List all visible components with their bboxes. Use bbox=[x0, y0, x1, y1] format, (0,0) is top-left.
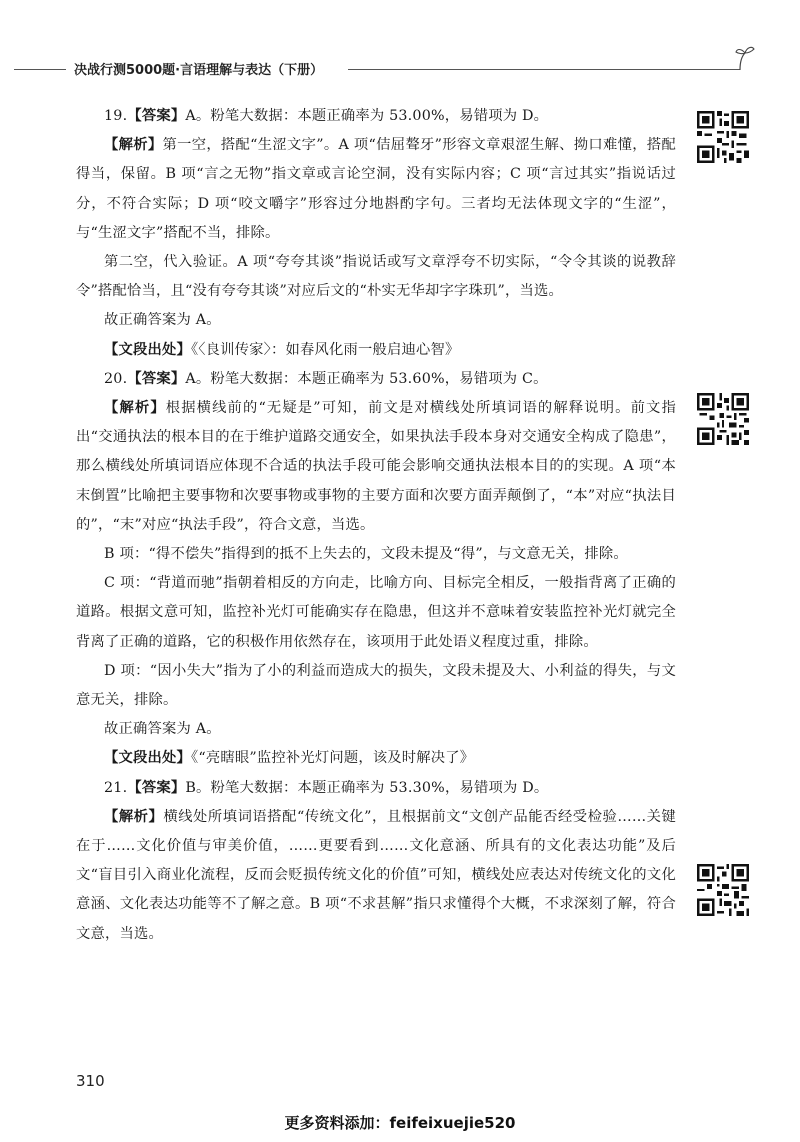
page-number: 310 bbox=[76, 1072, 105, 1090]
q19-analysis-p2: 第二空，代入验证。A 项“夸夸其谈”指说话或写文章浮夸不切实际，“令令其谈的说教辞令”搭配恰当，且“没有夸夸其谈”对应后文的“朴实无华却字字珠玑”，当选。 bbox=[76, 254, 676, 300]
q20-analysis-p2: B 项：“得不偿失”指得到的抵不上失去的，文段未提及“得”，与文意无关，排除。 bbox=[104, 546, 628, 563]
qr-code-icon[interactable] bbox=[697, 864, 749, 916]
sprout-icon bbox=[734, 44, 756, 72]
q19-analysis-p1: 【解析】第一空，搭配“生涩文字”。A 项“佶屈聱牙”形容文章艰涩生解、拗口难懂，搭配得当，保留。B 项“言之无物”指文章或言论空洞，没有实际内容；C 项“言过其实”指说话过分，不符合实际；D 项“咬文嚼字”形容过分地斟酌字句。三者均无法体现文字的“生涩”，与“生涩文字”搭配不当，排除。 bbox=[76, 137, 676, 241]
q20-source: 【文段出处】《“亮瞎眼”监控补光灯问题，该及时解决了》 bbox=[104, 750, 475, 767]
book-title: 决战行测5000题·言语理解与表达（下册） bbox=[74, 63, 324, 78]
q20-analysis-p3: C 项：“背道而驰”指朝着相反的方向走，比喻方向、目标完全相反，一般指背离了正确的道路。根据文意可知，监控补光灯可能确实存在隐患，但这并不意味着安装监控补光灯就完全背离了正确的道路，它的积极作用依然存在，该项用于此处语义程度过重，排除。 bbox=[76, 575, 676, 650]
q19-source: 【文段出处】《〈良训传家〉：如春风化雨一般启迪心智》 bbox=[104, 341, 460, 358]
q21-analysis-p1: 【解析】横线处所填词语搭配“传统文化”，且根据前文“文创产品能否经受检验……关键在于……文化价值与审美价值，……更要看到……文化意涵、所具有的文化表达功能”及后文“盲目引入商业化流程，反而会贬损传统文化的价值”可知，横线处应表达对传统文化的文化意涵、文化表达功能等不了解之意。B 项“不求甚解”指只求懂得个大概，不求深刻了解，符合文意，当选。 bbox=[76, 808, 676, 942]
qr-code-icon[interactable] bbox=[697, 393, 749, 445]
q20-analysis-p1: 【解析】根据横线前的“无疑是”可知，前文是对横线处所填词语的解释说明。前文指出“交通执法的根本目的在于维护道路交通安全，如果执法手段本身对交通安全构成了隐患”，那么横线处所填词语应体现不合适的执法手段可能会影响交通执法根本目的的实现。A 项“本末倒置”比喻把主要事物和次要事物或事物的主要方面和次要方面弄颠倒了，“本”对应“执法目的”，“末”对应“执法手段”，符合文意，当选。 bbox=[76, 400, 676, 533]
running-header bbox=[0, 56, 800, 82]
answer-explanations bbox=[76, 102, 676, 949]
q20-answer: 20.【答案】A。粉笔大数据：本题正确率为 53.60%，易错项为 C。 bbox=[104, 370, 548, 387]
qr-code-icon[interactable] bbox=[697, 111, 749, 163]
q20-conclusion: 故正确答案为 A。 bbox=[104, 721, 221, 738]
q20-analysis-p4: D 项：“因小失大”指为了小的利益而造成大的损失，文段未提及大、小利益的得失，与文意无关，排除。 bbox=[76, 662, 676, 709]
q19-conclusion: 故正确答案为 A。 bbox=[104, 312, 221, 329]
q21-answer: 21.【答案】B。粉笔大数据：本题正确率为 53.30%，易错项为 D。 bbox=[104, 779, 549, 796]
q19-answer: 19.【答案】A。粉笔大数据：本题正确率为 53.00%，易错项为 D。 bbox=[104, 108, 549, 124]
footer-contact-note: 更多资料添加：feifeixuejie520 bbox=[284, 1114, 516, 1132]
header-rule-left bbox=[14, 69, 66, 70]
header-rule-right bbox=[348, 69, 740, 70]
